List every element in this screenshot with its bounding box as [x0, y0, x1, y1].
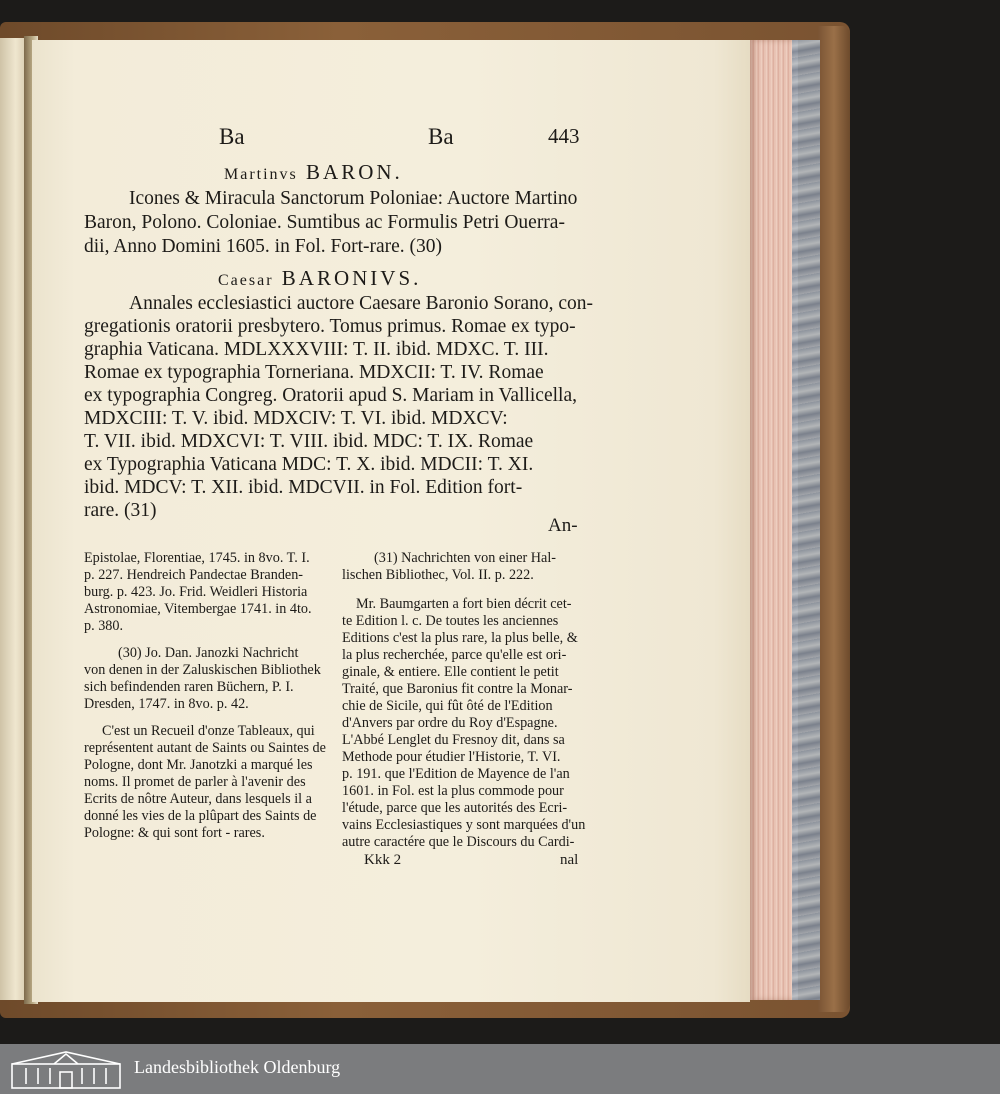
- catchword-bottom: nal: [560, 852, 579, 868]
- footnote-line: burg. p. 423. Jo. Frid. Weidleri Historia: [84, 584, 308, 600]
- footnote-line: la plus recherchée, parce qu'elle est ori-: [342, 647, 567, 663]
- entry2-line: ex typographia Congreg. Oratorii apud S. Mariam in Vallicella,: [84, 385, 577, 406]
- footnote-line: d'Anvers par ordre du Roy d'Espagne.: [342, 715, 558, 731]
- entry2-line: MDXCIII: T. V. ibid. MDXCIV: T. VI. ibid. MDXCV:: [84, 408, 508, 429]
- book-page: [32, 40, 750, 1002]
- signature-mark: Kkk 2: [364, 852, 402, 868]
- entry1-line: Icones & Miracula Sanctorum Poloniae: Auctore Martino: [129, 188, 578, 209]
- footnote-line: Epistolae, Florentiae, 1745. in 8vo. T. I.: [84, 550, 310, 566]
- book-cover-edge: [818, 26, 850, 1012]
- heading-surname: BARON.: [306, 160, 403, 184]
- footnote-line: l'étude, parce que les autorités des Ecri-: [342, 800, 568, 816]
- footnote-line: p. 227. Hendreich Pandectae Branden-: [84, 567, 304, 583]
- library-name: Landesbibliothek Oldenburg: [134, 1057, 341, 1077]
- page-block-edges: [750, 40, 798, 1000]
- footnote-line: Methode pour étudier l'Historie, T. VI.: [342, 749, 561, 765]
- heading-surname: BARONIVS.: [281, 266, 422, 290]
- entry-heading-baronius: [218, 266, 421, 291]
- footnote-line: ginale, & entiere. Elle contient le petit: [342, 664, 559, 680]
- footnote-line: L'Abbé Lenglet du Fresnoy dit, dans sa: [342, 732, 565, 748]
- footnote-line: (31) Nachrichten von einer Hal-: [374, 550, 556, 566]
- footnote-line: Pologne, dont Mr. Janotzki a marqué les: [84, 757, 313, 773]
- footnote-line: Pologne: & qui sont fort - rares.: [84, 825, 265, 841]
- footnote-line: sich befindenden raren Büchern, P. I.: [84, 679, 294, 695]
- library-building-icon: [8, 1048, 124, 1090]
- footnote-line: lischen Bibliothec, Vol. II. p. 222.: [342, 567, 534, 583]
- footnote-line: p. 380.: [84, 618, 124, 634]
- footnote-line: p. 191. que l'Edition de Mayence de l'an: [342, 766, 570, 782]
- heading-firstname: Martinvs: [224, 166, 298, 183]
- footnote-line: C'est un Recueil d'onze Tableaux, qui: [102, 723, 315, 739]
- footnote-line: Dresden, 1747. in 8vo. p. 42.: [84, 696, 249, 712]
- entry2-line: Romae ex typographia Torneriana. MDXCII: T. IV. Romae: [84, 362, 544, 383]
- library-footer-bar: [0, 1044, 1000, 1094]
- footnote-line: noms. Il promet de parler à l'avenir des: [84, 774, 306, 790]
- running-head-center: Ba: [428, 124, 454, 149]
- entry2-line: Annales ecclesiastici auctore Caesare Baronio Sorano, con-: [129, 293, 594, 314]
- heading-firstname: Caesar: [218, 272, 274, 289]
- entry2-line: T. VII. ibid. MDXCVI: T. VIII. ibid. MDC: T. IX. Romae: [84, 431, 534, 452]
- entry-heading-martinus: [224, 160, 403, 185]
- facing-page-edge: [0, 38, 26, 1000]
- footnote-line: représentent autant de Saints ou Saintes de: [84, 740, 326, 756]
- footnote-line: vains Ecclesiastiques y sont marquées d'un: [342, 817, 586, 833]
- footnote-line: Astronomiae, Vitembergae 1741. in 4to.: [84, 601, 312, 617]
- footnote-line: chie de Sicile, qui fût ôté de l'Edition: [342, 698, 553, 714]
- footnote-line: autre caractére que le Discours du Cardi-: [342, 834, 575, 850]
- footnote-line: von denen in der Zaluskischen Bibliothek: [84, 662, 321, 678]
- entry1-line: dii, Anno Domini 1605. in Fol. Fort-rare. (30): [84, 236, 443, 257]
- page-number: 443: [548, 124, 580, 148]
- entry2-line: graphia Vaticana. MDLXXXVIII: T. II. ibid. MDXC. T. III.: [84, 339, 549, 360]
- entry2-line: ex Typographia Vaticana MDC: T. X. ibid. MDCII: T. XI.: [84, 454, 534, 475]
- entry2-line: gregationis oratorii presbytero. Tomus primus. Romae ex typo-: [84, 316, 576, 337]
- entry2-line: rare. (31): [84, 500, 157, 521]
- footnote-line: donné les vies de la plûpart des Saints de: [84, 808, 317, 824]
- catchword: An-: [548, 515, 578, 536]
- entry1-line: Baron, Polono. Coloniae. Sumtibus ac Formulis Petri Ouerra-: [84, 212, 565, 233]
- running-head-left: Ba: [219, 124, 245, 149]
- footnote-line: Editions c'est la plus rare, la plus belle, &: [342, 630, 578, 646]
- footnote-line: 1601. in Fol. est la plus commode pour: [342, 783, 564, 799]
- entry2-line: ibid. MDCV: T. XII. ibid. MDCVII. in Fol. Edition fort-: [84, 477, 523, 498]
- footnote-line: Mr. Baumgarten a fort bien décrit cet-: [356, 596, 572, 612]
- footnote-line: te Edition l. c. De toutes les anciennes: [342, 613, 559, 629]
- footnote-line: Traité, que Baronius fit contre la Monar-: [342, 681, 573, 697]
- footnote-line: Ecrits de nôtre Auteur, dans lesquels il a: [84, 791, 312, 807]
- footnote-line: (30) Jo. Dan. Janozki Nachricht: [118, 645, 299, 661]
- marbled-edge: [792, 40, 820, 1000]
